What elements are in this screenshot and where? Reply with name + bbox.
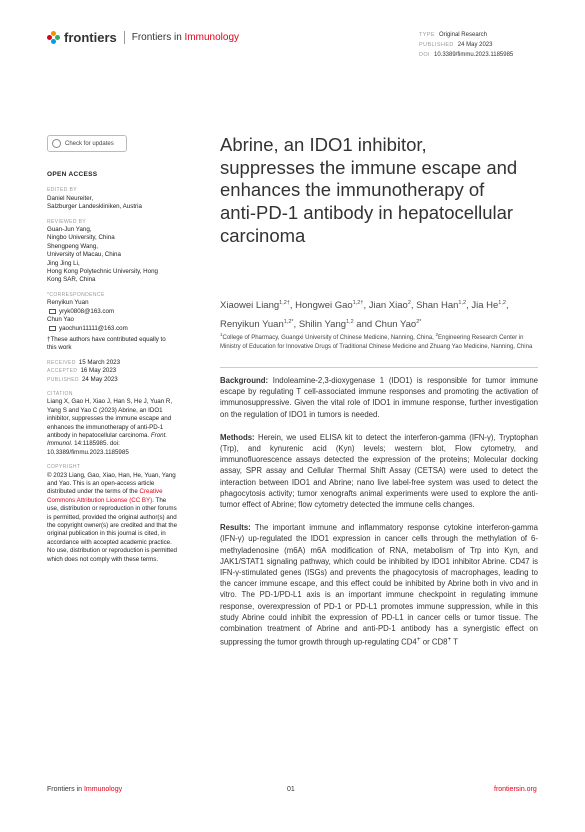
- author-name[interactable]: Jian Xiao: [368, 300, 408, 312]
- doi-link[interactable]: 10.3389/fimmu.2023.1185985: [433, 52, 514, 58]
- email-link[interactable]: yaochun11111@163.com: [59, 324, 128, 332]
- journal-header: [47, 30, 239, 45]
- author-name[interactable]: Shan Han: [416, 300, 459, 312]
- divider: [220, 367, 538, 368]
- citation: Liang X, Gao H, Xiao J, Han S, He J, Yuan R, Yang S and Yao C (2023) Abrine, an IDO1 inhibitor, suppresses the immune escape and enhances the immunotherapy of anti-PD-1 antibody in hepatocellular carcinoma. Front. Immunol. 14:1185985. doi: 10.3389/fimmu.2023.1185985: [47, 398, 173, 456]
- article-title: Abrine, an IDO1 inhibitor, suppresses the immune escape and enhances the immunotherapy of anti-PD-1 antibody in hepatocellular carcinoma: [220, 134, 518, 246]
- affiliations: $^1$College of Pharmacy, Guangxi University of Chinese Medicine, Nanning, China, $^2$Engineering Research Center in Ministry of Education for Innovative Drugs of Traditional Chinese Medicine and Zhuang Yao Medicine, Nanning, China: [220, 332, 533, 350]
- footer-journal: Frontiers in Immunology: [47, 786, 123, 793]
- refresh-icon: [52, 139, 61, 148]
- page-number: 01: [287, 786, 295, 793]
- journal-title[interactable]: Frontiers in Immunology: [131, 32, 239, 43]
- author-name[interactable]: Xiaowei Liang: [220, 300, 280, 312]
- open-access-label: OPEN ACCESS: [47, 171, 98, 178]
- article-meta: TYPE Original Research PUBLISHED 24 May 2023 DOI 10.3389/fimmu.2023.1185985: [419, 32, 514, 58]
- author-name[interactable]: Jia He: [471, 300, 499, 312]
- abstract-background: Background: Indoleamine-2,3-dioxygenase 1 (IDO1) is responsible for tumor immune escape by regulating T cell-associated immune responses and promoting the activation of immunosuppressive. Given the vital role of IDO1 in immune response, further investigation on the regulation of IDO1 in tumors is needed.: [220, 376, 538, 419]
- email-link[interactable]: yryk0808@163.com: [59, 307, 115, 315]
- copyright: © 2023 Liang, Gao, Xiao, Han, He, Yuan, Yang and Yao. This is an open-access article distributed under the terms of the Creative Commons Attribution License (CC BY). The use, distribution or reproduction in other forums is permitted, provided the original author(s) and the copyright owner(s) are credited and that the original publication in this journal is cited, in accordance with accepted academic practice. No use, distribution or reproduction is permitted which does not comply with these terms.: [47, 471, 178, 563]
- check-for-updates-button[interactable]: Check for updates: [47, 135, 127, 152]
- author-list: Xiaowei Liang$^{1,2\dagger}$, Hongwei Gao$^{1,2\dagger}$, Jian Xiao$^2$, Shan Han$^{1,2}$, Jia He$^{1,2}$, Renyikun Yuan$^{1,2*}$, Shilin Yang$^{1,2}$ and Chun Yao$^{2*}$: [220, 300, 509, 331]
- author-name[interactable]: Chun Yao: [374, 319, 417, 331]
- author-name[interactable]: Renyikun Yuan: [220, 319, 284, 331]
- sidebar-info: OPEN ACCESS EDITED BY Daniel Neureiter, Salzburger Landeskliniken, Austria REVIEWED BY Guan-Jun Yang, Ningbo University, China Shengpeng Wang, University of Macau, China Jing Jing Li, Hong Kong Polytechnic University, Hong Kong SAR, China *CORRESPONDENCE Renyikun Yuan yryk0808@163.com Chun Yao yaochun11111@163.com †These authors have contributed equally to this work RECEIVED 15 March 2023 ACCEPTED 16 May 2023 PUBLISHED 24 May 2023 CITATION Liang X, Gao H, Xiao J, Han S, He J, Yuan R, Yang S and Yao C (2023) Abrine, an IDO1 inhibitor, suppresses the immune escape and enhances the immunotherapy of anti-PD-1 antibody in hepatocellular carcinoma. Front. Immunol. 14:1185985. doi: 10.3389/fimmu.2023.1185985 COPYRIGHT © 2023 Liang, Gao, Xiao, Han, He, Yuan, Yang and Yao. This is an open-access article distributed under the terms of the Creative Commons Attribution License (CC BY). The use, distribution or reproduction in other forums is permitted, provided the original author(s) and the copyright owner(s) are credited and that the original publication in this journal is cited, in accordance with accepted academic practice. No use, distribution or reproduction is permitted which does not comply with these terms.: [47, 171, 178, 563]
- abstract-results: Results: The important immune and inflammatory response cytokine interferon-gamma (IFN-γ) up-regulated the IDO1 expression in cancer cells through the methylation of 6-methyladenosine (m6A) m6A modification of RNA, metabolism of Trp into Kyn, and JAK1/STAT1 signaling pathway, which could be inhibited by IDO1 inhibitor Abrine. CD47 is IFN-γ-stimulated genes (ISGs) and prevents the phagocytosis of macrophages, leading to the cancer immune escape, and this effect could be inhibited by Abrine both in vivo and in vitro. The PD-1/PD-L1 axis is an important immune checkpoint in regulating immune response, overexpression of PD-1 or PD-L1 promotes immune suppression, while in this study Abrine could inhibit the expression of PD-L1 in cancer cells or tumor tissue. The combination treatment of Abrine and anti-PD-1 antibody has a synergistic effect on suppressing the tumor growth through up-regulating CD4+ or CD8+ T: [220, 523, 538, 647]
- abstract-methods: Methods: Herein, we used ELISA kit to detect the interferon-gamma (IFN-γ), Tryptophan (Trp), and kynurenic acid (Kyn) levels; western blot, Flow cytometry, and immunofluorescence assays detected the expression of the proteins; Molecular docking assay, SPR assay and Cellular Thermal Shift Assay (CETSA) were used to detect the interaction between IDO1 and Abrine; nano live label-free system was used to detect the phagocytosis activity; tumor xenografts animal experiments were used to explore the anti-tumor effect of Abrine; flow cytometry detected the immune cells changes.: [220, 432, 538, 510]
- license-link[interactable]: Creative Commons Attribution License (CC BY): [47, 488, 163, 504]
- frontiers-logo-icon: [47, 31, 60, 44]
- author-name[interactable]: Shilin Yang: [298, 319, 347, 331]
- envelope-icon: [49, 309, 56, 314]
- header-divider: [124, 31, 125, 44]
- abstract: [220, 375, 538, 660]
- brand-name[interactable]: frontiers: [64, 30, 117, 45]
- author-name[interactable]: Hongwei Gao: [295, 300, 353, 312]
- envelope-icon: [49, 326, 56, 331]
- site-link[interactable]: frontiersin.org: [494, 786, 537, 793]
